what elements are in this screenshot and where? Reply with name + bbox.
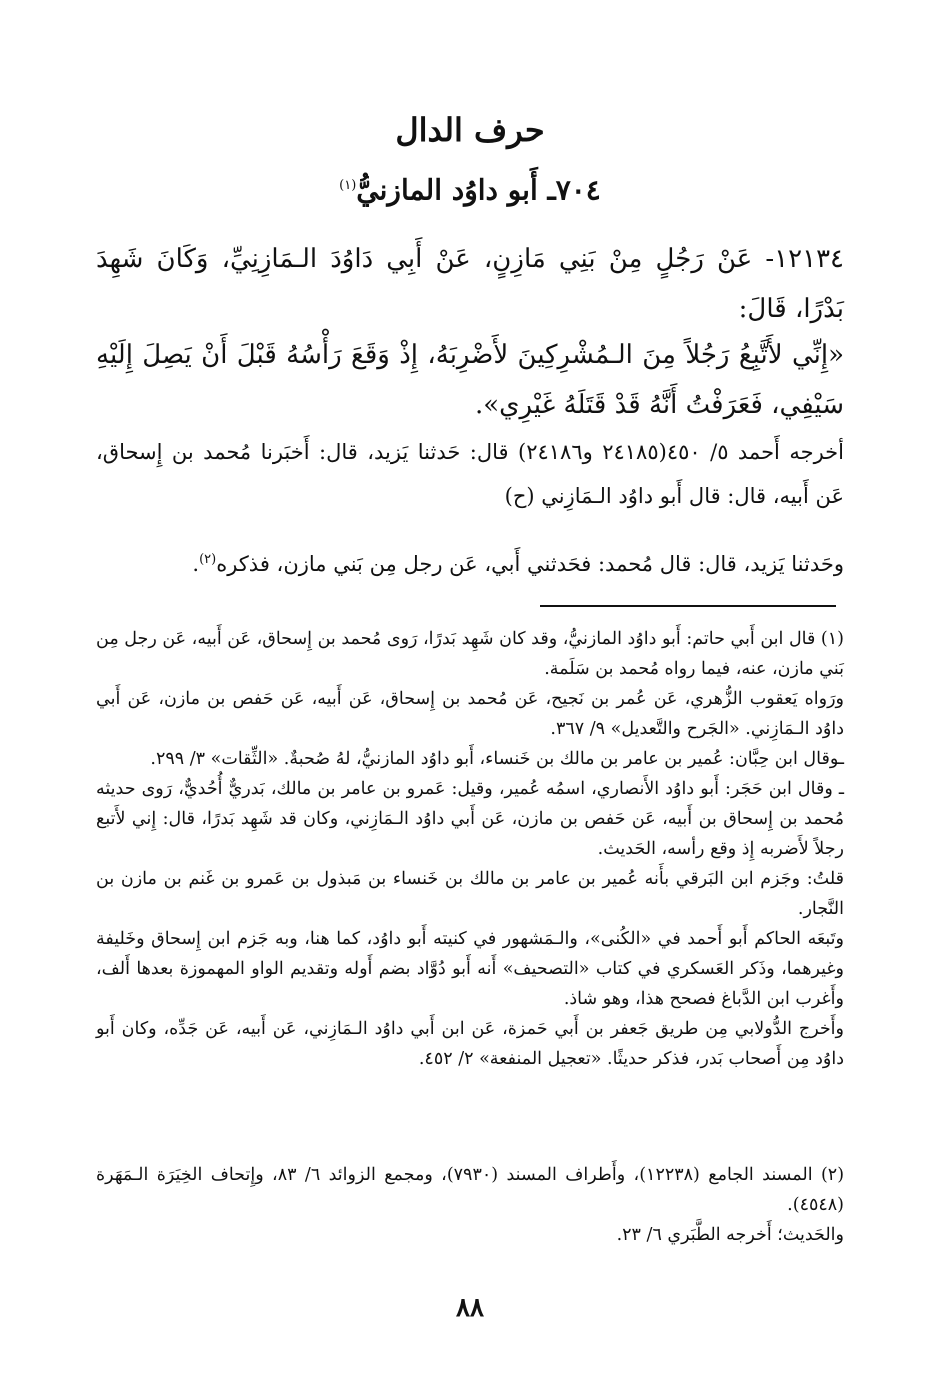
footnote-ref-2[interactable]: (٢) — [199, 552, 217, 567]
hadith-matn: «إِنِّي لأَتَّبِعُ رَجُلاً مِنَ الـمُشْرِكِينَ لأَضْرِبَهُ، إِذْ وَقَعَ رَأْسُهُ قَبْلَ أَنْ يَصِلَ إِلَيْهِ سَيْفِي، فَعَرَفْتُ أَنَّهُ قَدْ قَتَلَهُ غَيْرِي». — [96, 340, 844, 420]
footnote-1-p1: (١) قال ابن أَبي حاتم: أَبو داوُد المازنيُّ، وقد كان شَهِد بَدرًا، رَوى مُحمد بن إِسحاق، عَن أَبيه، عَن رجل مِن بَني مازن، عنه، فيما رواه مُحمد بن سَلَمة. — [96, 629, 844, 679]
entry-title — [0, 166, 940, 210]
takhrij-paragraph-2 — [96, 538, 844, 586]
page-number — [0, 1290, 940, 1326]
footnote-divider — [540, 605, 836, 607]
takhrij-end-dot: . — [192, 552, 200, 576]
footnote-ref-1[interactable]: (١) — [339, 178, 357, 193]
chapter-title — [0, 108, 940, 152]
footnote-1-p6: وتَبعَه الحاكم أَبو أَحمد في «الكُنى»، والـمَشهور في كنيته أَبو داوُد، كما هنا، وبه جَزم ابن إِسحاق وخَليفة وغيرهما، وذَكر العَسكري في كتاب «التصحيف» أَنه أَبو دُوَّاد بضم أَوله وتقديم الواو المهموزة بعدها أَلف، وأَغرب ابن الدَّباغ فصحح هذا، وهو شاذ. — [96, 929, 844, 1009]
page-number-text: ٨٨ — [456, 1293, 484, 1323]
footnote-2-p2: والحَديث؛ أَخرجه الطَّبَري ٦/ ٢٣. — [616, 1225, 844, 1245]
footnote-1-p5: قلتُ: وجَزم ابن البَرقي بأَنه عُمير بن عامر بن مالك بن خَنساء بن مَبذول بن عَمرو بن غَنم بن مازن بن النَّجار. — [96, 869, 844, 919]
chapter-title-text: حرف الدال — [395, 111, 545, 149]
hadith-quote — [96, 330, 844, 430]
footnote-1 — [96, 624, 844, 1074]
takhrij-paragraph — [96, 430, 844, 518]
takhrij-line-2-wrap — [96, 538, 844, 586]
footnote-2-p1: (٢) المسند الجامع (١٢٢٣٨)، وأَطراف المسند (٧٩٣٠)، ومجمع الزوائد ٦/ ٨٣، وإِتحاف الخِيَرَة الـمَهَرة (٤٥٤٨). — [96, 1165, 845, 1215]
entry-title-text: ٧٠٤ـ أَبو داوُد المازنيُّ — [356, 173, 601, 207]
hadith-isnad: ١٢١٣٤- عَنْ رَجُلٍ مِنْ بَنِي مَازِنٍ، عَنْ أَبِي دَاوُدَ الـمَازِنِيِّ، وَكَانَ شَهِدَ بَدْرًا، قَالَ: — [96, 244, 844, 324]
footnote-1-p4: ـ وقال ابن حَجَر: أَبو داوُد الأَنصاري، اسمُه عُمير، وقيل: عَمرو بن عامر بن مالك، بَدريٌّ أُحُديٌّ، رَوى حديثه مُحمد بن إِسحاق بن أَبيه، عَن حَفص بن مازن، عَن أَبي داوُد الـمَازِني، وكان قد شَهِد بَدرًا، قال: إِني لأَتبع رجلاً لأَضربه إِذ وقع رأسه، الحَديث. — [96, 779, 844, 859]
footnote-2 — [96, 1160, 844, 1250]
hadith-text — [96, 234, 844, 334]
footnote-1-p7: وأَخرج الدُّولابي مِن طريق جَعفر بن أَبي حَمزة، عَن ابن أَبي داوُد الـمَازِني، عَن أَبيه، عَن جَدِّه، وكان أَبو داوُد مِن أَصحاب بَدر، فذكر حديثًا. «تعجيل المنفعة» ٢/ ٤٥٢. — [96, 1019, 844, 1069]
footnote-1-p2: ورَواه يَعقوب الزُّهري، عَن عُمر بن نَجيح، عَن مُحمد بن إِسحاق، عَن أَبيه، عَن حَفص بن مازن، عَن أَبي داوُد الـمَازِني. «الجَرح والتَّعديل» ٩/ ٣٦٧. — [96, 689, 844, 739]
footnote-1-p3: ـوقال ابن حِبَّان: عُمير بن عامر بن مالك بن خَنساء، أَبو داوُد المازنيُّ، لهُ صُحبةٌ. «الثِّقات» ٣/ ٢٩٩. — [150, 749, 844, 769]
takhrij-line-2: وحَدثنا يَزيد، قال: قال مُحمد: فحَدثني أَبي، عَن رجل مِن بَني مازن، فذكره — [216, 552, 844, 576]
takhrij-line-1: أخرجه أَحمد ٥/ ٤٥٠(٢٤١٨٥ و٢٤١٨٦) قال: حَدثنا يَزيد، قال: أَخبَرنا مُحمد بن إِسحاق، عَن أَبيه، قال: قال أَبو داوُد الـمَازِني (ح) — [96, 440, 844, 508]
